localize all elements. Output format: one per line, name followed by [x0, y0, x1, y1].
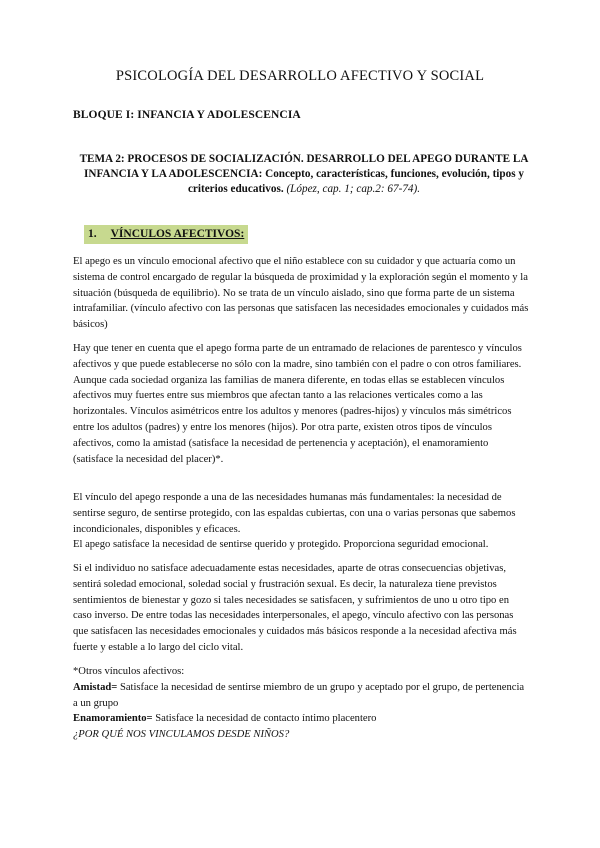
topic-reference: (López, cap. 1; cap.2: 67-74). — [286, 183, 421, 195]
paragraph-text: Si el individuo no satisface adecuadamente estas necesidades, aparte de otras consecuencias objetivas, sentirá soledad emocional, soledad social y frustración sexual. Es decir, la naturaleza tiene previstos sentimientos de bienestar y gozo si tales necesidades se satisfacen, y sufrimientos de uno u otro tipo en caso inverso. De entre todas las necesidades interpersonales, el apego, vínculo afectivo con las personas que satisfacen las necesidades emocionales y cuidados más básicos responde a la necesidad afectiva más fuerte y estable a lo largo del ciclo vital. — [73, 563, 517, 653]
amistad-text: Satisface la necesidad de sentirse miembro de un grupo y aceptado por el grupo, de pertenencia a un grupo — [73, 681, 525, 709]
section-number: 1. — [88, 228, 97, 240]
enamoramiento-item — [73, 711, 529, 727]
section-heading — [84, 225, 248, 244]
paragraph-necesidades — [73, 490, 529, 553]
block-heading: BLOQUE I: INFANCIA Y ADOLESCENCIA — [73, 109, 301, 121]
amistad-label: Amistad= — [73, 681, 118, 693]
paragraph-parentesco — [73, 341, 529, 467]
paragraph-apego-definition — [73, 254, 529, 333]
paragraph-text: El vínculo del apego responde a una de las necesidades humanas más fundamentales: la necesidad de sentirse seguro, de sentirse protegido, con las espaldas cubiertas, con una o varias personas que sabemos incondicionales, disponibles y eficaces. — [73, 492, 516, 535]
topic-heading-text: TEMA 2: PROCESOS DE SOCIALIZACIÓN. DESARROLLO DEL APEGO DURANTE LA INFANCIA Y LA ADOLESCENCIA: Concepto, características, funciones, evolución, tipos y criterios educativos. — [79, 153, 529, 195]
enamoramiento-label: Enamoramiento= — [73, 713, 153, 725]
paragraph-text: El apego es un vínculo emocional afectivo que el niño establece con su cuidador y que actuaría como un sistema de control encargado de regular la búsqueda de proximidad y la exploración según el momento y la situación (búsqueda de equilibrio). No se trata de un vínculo aislado, sino que forma parte de un sistema intrafamiliar. (vínculo afectivo con las personas que satisfacen las necesidades emocionales y cuidados más básicos) — [73, 256, 529, 331]
paragraph-text: El apego satisface la necesidad de sentirse querido y protegido. Proporciona seguridad emocional. — [73, 539, 489, 551]
enamoramiento-text: Satisface la necesidad de contacto íntimo placentero — [152, 713, 377, 725]
other-bonds-intro: *Otros vínculos afectivos: — [73, 666, 185, 677]
document-title: PSICOLOGÍA DEL DESARROLLO AFECTIVO Y SOCIAL — [115, 68, 485, 84]
topic-heading — [78, 152, 530, 197]
paragraph-text: Hay que tener en cuenta que el apego forma parte de un entramado de relaciones de parentesco y vínculos afectivos y que puede establecerse no sólo con la madre, sino también con el padre o con otros familiares. — [73, 343, 522, 370]
other-bonds-list — [73, 664, 529, 743]
paragraph-text: Aunque cada sociedad organiza las familias de manera diferente, en todas ellas se establecen vínculos afectivos muy fuertes entre sus miembros que afectan tanto a las relaciones verticales como a las horizontales. Vínculos asimétricos entre los adultos y menores (padres-hijos) y vínculos más simétricos entre los adultos (padres) y entre los menores (hijos). Por otra parte, existen otros tipos de vínculos afectivos, como la amistad (satisface la necesidad de pertenencia y aceptación), el enamoramiento (satisface la necesidad del placer)*. — [73, 374, 512, 465]
section-title: VÍNCULOS AFECTIVOS: — [110, 228, 245, 240]
paragraph-soledad — [73, 561, 529, 656]
amistad-item — [73, 680, 529, 712]
question-line: ¿POR QUÉ NOS VINCULAMOS DESDE NIÑOS? — [73, 729, 290, 741]
